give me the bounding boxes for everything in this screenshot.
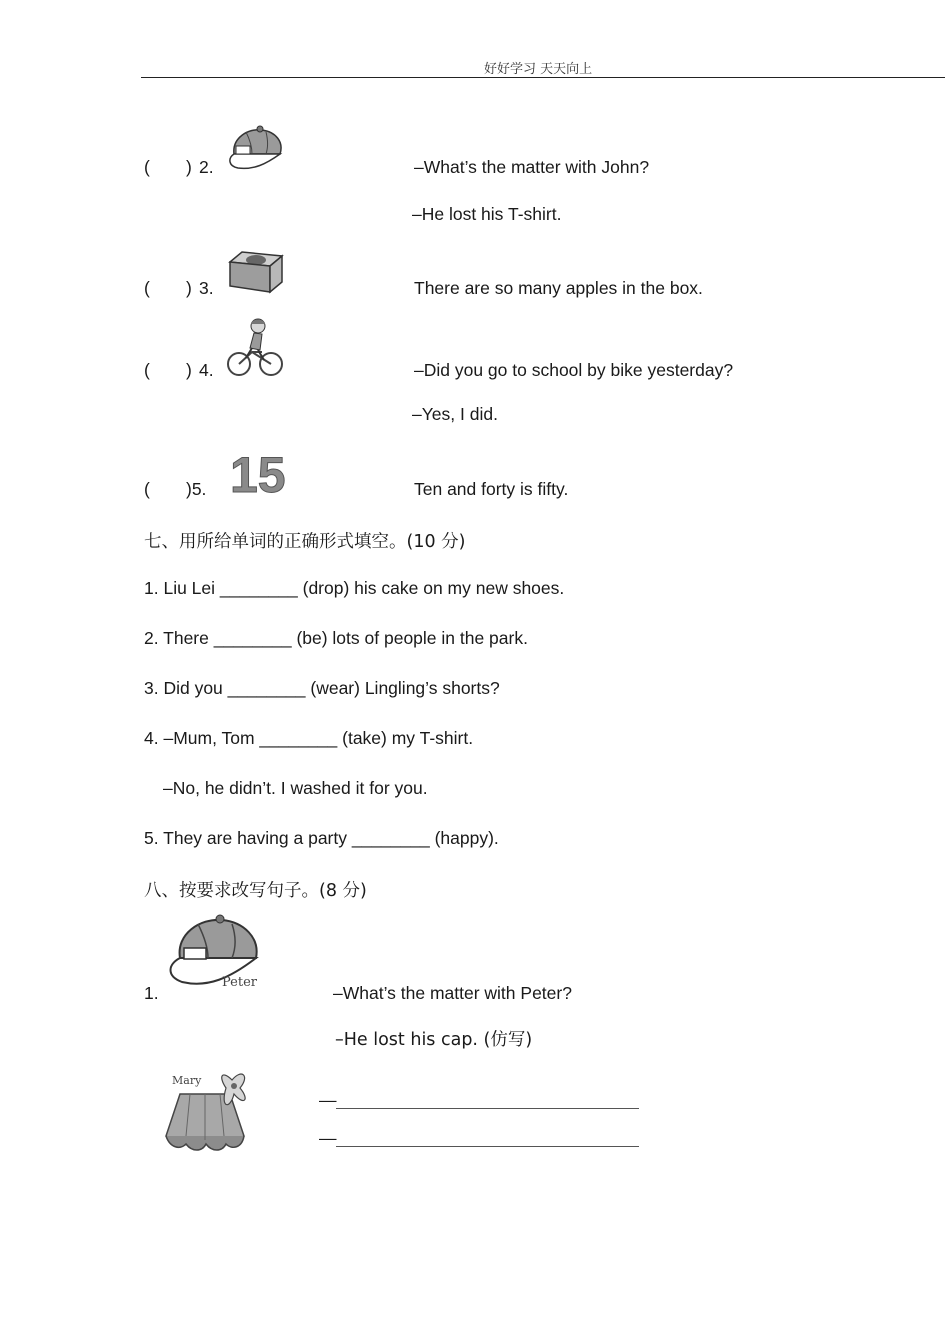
number-15-icon: [230, 446, 286, 503]
answer-paren-close: ): [186, 360, 192, 380]
fill-in-item: 5. They are having a party ________ (happy).: [144, 828, 499, 848]
sentence-line: Ten and forty is fifty.: [414, 479, 569, 499]
cap-icon: [226, 124, 286, 172]
skirt-mary-icon: [160, 1066, 260, 1154]
answer-paren-close: )5.: [186, 479, 207, 499]
answer-dash: —: [319, 1128, 337, 1148]
answer-line[interactable]: [336, 1108, 639, 1109]
answer-paren-open: (: [144, 360, 150, 380]
skirt-label: Mary: [172, 1074, 202, 1087]
dialog-line: –What’s the matter with Peter?: [333, 983, 572, 1003]
dialog-line: –What’s the matter with John?: [414, 157, 650, 177]
fill-in-item: 4. –Mum, Tom ________ (take) my T-shirt.: [144, 728, 474, 748]
rewrite-item-number: 1.: [144, 983, 159, 1003]
fill-in-item: 3. Did you ________ (wear) Lingling’s shorts?: [144, 678, 500, 698]
dialog-line: –Did you go to school by bike yesterday?: [414, 360, 734, 380]
answer-paren-open: (: [144, 479, 150, 499]
answer-paren-open: (: [144, 278, 150, 298]
fill-in-item: 2. There ________ (be) lots of people in the park.: [144, 628, 528, 648]
item-number: 4.: [199, 360, 214, 380]
page-header-title: 好好学习 天天向上: [484, 62, 593, 77]
answer-paren-close: ): [186, 278, 192, 298]
answer-dash: —: [319, 1090, 337, 1110]
dialog-line: –He lost his T-shirt.: [412, 204, 562, 224]
number-15-text: 15: [230, 447, 286, 503]
boy-on-bike-icon: [226, 316, 286, 378]
dialog-line: –Yes, I did.: [412, 404, 498, 424]
answer-paren-open: (: [144, 157, 150, 177]
item-number: 3.: [199, 278, 214, 298]
fill-in-item-reply: –No, he didn’t. I washed it for you.: [163, 778, 428, 798]
dialog-line: –He lost his cap. (仿写): [335, 1030, 533, 1050]
sentence-line: There are so many apples in the box.: [414, 278, 703, 298]
header-rule: [141, 77, 945, 78]
answer-line[interactable]: [336, 1146, 639, 1147]
cap-peter-icon: [164, 914, 264, 992]
cap-label: Peter: [222, 975, 257, 990]
answer-paren-close: ): [186, 157, 192, 177]
item-number: 2.: [199, 157, 214, 177]
section-8-title: 八、按要求改写句子。(8 分): [144, 881, 367, 901]
box-icon: [226, 248, 286, 294]
fill-in-item: 1. Liu Lei ________ (drop) his cake on my new shoes.: [144, 578, 565, 598]
section-7-title: 七、用所给单词的正确形式填空。(10 分): [144, 532, 466, 552]
